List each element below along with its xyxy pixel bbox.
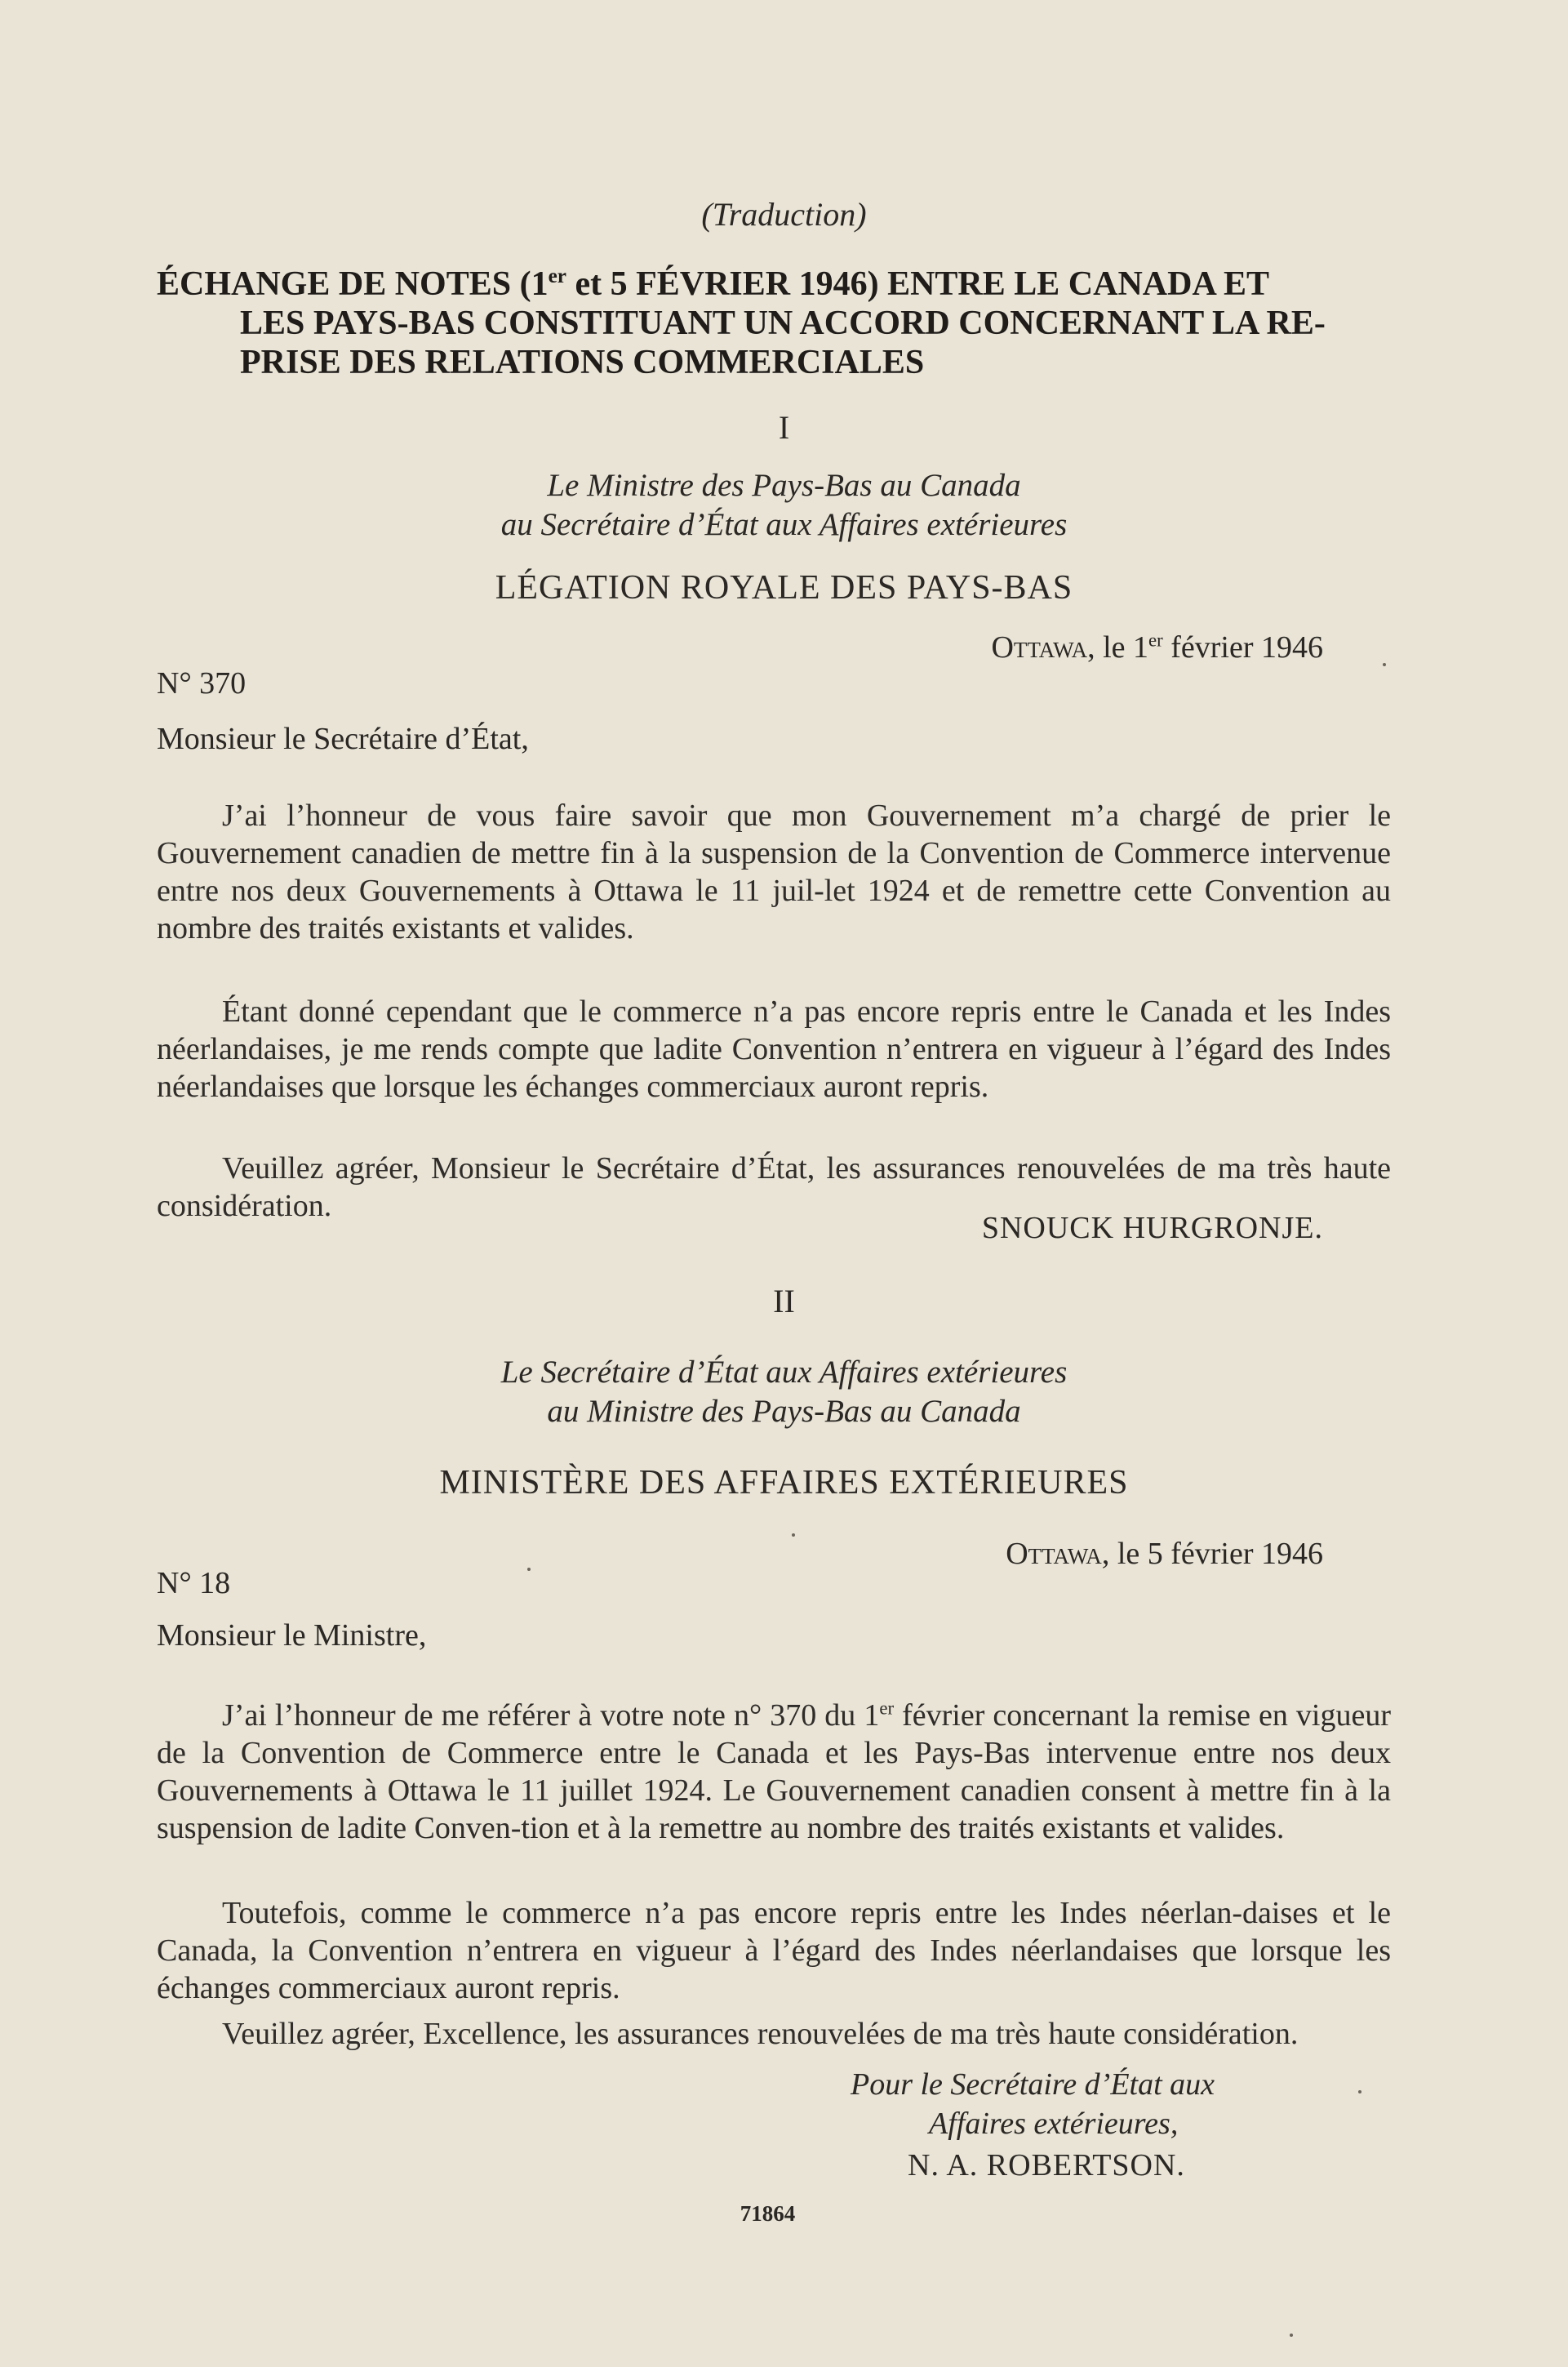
note-1-salutation: Monsieur le Secrétaire d’État, xyxy=(157,722,529,756)
note-1-place: Ottawa xyxy=(991,630,1088,665)
note-1-number: N° 370 xyxy=(157,666,247,701)
note-2-date-line xyxy=(1006,1535,1323,1573)
note-2-place: Ottawa xyxy=(1006,1537,1102,1571)
note-2-signature: N. A. ROBERTSON. xyxy=(908,2148,1185,2182)
note-2-salutation: Monsieur le Ministre, xyxy=(157,1618,427,1653)
note-2-date: , le 5 février 1946 xyxy=(1101,1537,1323,1571)
title-line-1-start: ÉCHANGE DE NOTES (1 xyxy=(157,265,549,303)
title-sup: er xyxy=(548,265,566,287)
note-1-date-line xyxy=(991,629,1323,666)
note-1-date-pre: , le 1 xyxy=(1087,630,1149,665)
note-2-from-line-2: au Ministre des Pays-Bas au Canada xyxy=(547,1394,1021,1429)
note-2-numeral: II xyxy=(773,1283,795,1319)
note-1-letterhead: LÉGATION ROYALE DES PAYS-BAS xyxy=(495,569,1073,607)
print-speck xyxy=(1290,2334,1293,2337)
note-1-from-line-2: au Secrétaire d’État aux Affaires extérieures xyxy=(500,507,1068,542)
page-number: 71864 xyxy=(740,2201,796,2226)
print-speck xyxy=(1383,663,1386,666)
note-1-date-sup: er xyxy=(1148,630,1163,651)
note-2-paragraph-1-sup: er xyxy=(879,1697,895,1719)
note-1-paragraph-2: Étant donné cependant que le commerce n’a pas encore repris entre le Canada et les Indes néerlandaises, je me rends compte que ladite Convention n’entrera en vigueur à l’égard des Indes néerlandaises que lorsque les échanges commerciaux auront repris. xyxy=(157,994,1391,1104)
note-1-date-post: février 1946 xyxy=(1162,630,1323,665)
note-2-paragraph-1-start: J’ai l’honneur de me référer à votre note n° 370 du 1 xyxy=(222,1698,880,1733)
note-2-paragraph-2: Toutefois, comme le commerce n’a pas encore repris entre les Indes néerlan-daises et le Canada, la Convention n’entrera en vigueur à l’égard des Indes néerlandaises que lorsque les échanges commerciaux auront repris. xyxy=(157,1896,1391,2005)
title-line-1-end: et 5 FÉVRIER 1946) ENTRE LE CANADA ET xyxy=(566,265,1269,303)
note-1-signature: SNOUCK HURGRONJE. xyxy=(981,1211,1323,1245)
title-line-3: PRISE DES RELATIONS COMMERCIALES xyxy=(240,344,925,381)
title-line-2: LES PAYS-BAS CONSTITUANT UN ACCORD CONCERNANT LA RE- xyxy=(240,305,1326,342)
note-2-paragraph-1 xyxy=(157,1697,1391,1847)
note-2-closing-line-2: Affaires extérieures, xyxy=(929,2107,1179,2141)
note-1-paragraph-1: J’ai l’honneur de vous faire savoir que mon Gouvernement m’a chargé de prier le Gouvernement canadien de mettre fin à la suspension de la Convention de Commerce intervenue entre nos deux Gouvernements à Ottawa le 11 juil-let 1924 et de remettre cette Convention au nombre des traités existants et valides. xyxy=(157,799,1391,945)
document-title xyxy=(157,265,1397,382)
note-1-from-line-1: Le Ministre des Pays-Bas au Canada xyxy=(547,468,1021,503)
print-speck xyxy=(527,1568,531,1571)
note-2-number: N° 18 xyxy=(157,1566,231,1600)
title-line-1 xyxy=(157,265,1397,304)
note-2-closing-line-1: Pour le Secrétaire d’État aux xyxy=(851,2067,1215,2102)
note-2-paragraph-1-end: février concernant la remise en vigueur de la Convention de Commerce entre le Canada et les Pays-Bas intervenue entre nos deux Gouvernements à Ottawa le 11 juillet 1924. Le Gouvernement canadien consent à mettre fin à la suspension de ladite Conven-tion et à la remettre au nombre des traités existants et valides. xyxy=(157,1698,1391,1845)
note-1-numeral: I xyxy=(778,409,790,446)
note-2-paragraph-3: Veuillez agréer, Excellence, les assurances renouvelées de ma très haute considération. xyxy=(222,2017,1299,2051)
print-speck xyxy=(1358,2090,1361,2093)
note-2-letterhead: MINISTÈRE DES AFFAIRES EXTÉRIEURES xyxy=(439,1464,1129,1502)
note-1-paragraph-3: Veuillez agréer, Monsieur le Secrétaire d’État, les assurances renouvelées de ma très haute considération. xyxy=(157,1151,1391,1223)
translation-label: (Traduction) xyxy=(701,196,867,233)
note-2-from-line-1: Le Secrétaire d’État aux Affaires extérieures xyxy=(500,1355,1068,1390)
print-speck xyxy=(792,1533,795,1537)
